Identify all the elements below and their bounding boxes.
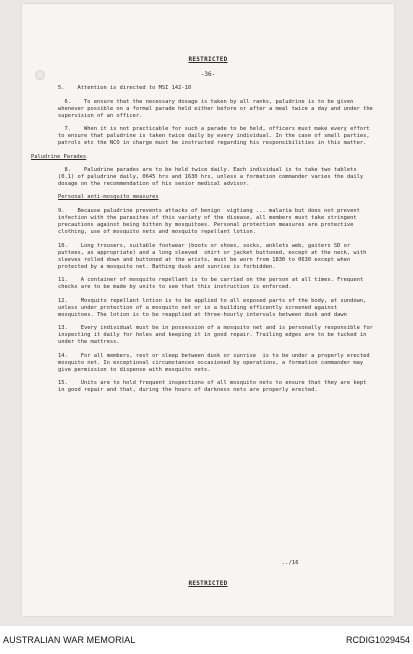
paragraph-9: 9. Because paludrine prevents attacks of benign vigtiang ... malaria but does not prevent infection with the parasites of this variety of the disease, all members must take stringent precautions against being bitten by mosquitoes. Personal protection measures are protective clothing, use of mosquito nets and mosquito repellant lotion. xyxy=(58,208,364,236)
paragraph-11: 11. A container of mosquito repellant is to be carried on the person at all times. Frequent checks are to be made by units to see that this instruction is enforced. xyxy=(58,277,367,291)
continuation-marker: ../16 xyxy=(282,560,299,566)
page-number: -36- xyxy=(200,71,216,78)
document-body xyxy=(31,85,377,400)
paragraph-7: 7. When it is not practicable for such a parade to be held, officers must make every effort to ensure that paludrine is taken twice daily by every individual. In the case of small parties, patrols etc the NCO in charge must be instructed regarding his responsibilities in this matter. xyxy=(58,126,373,147)
paragraph-5: 5. Attention is directed to MSI 142-10 xyxy=(58,85,192,91)
heading-paludrine-parades: Paludrine Parades xyxy=(31,153,87,160)
paragraph-13: 13. Every individual must be in possession of a mosquito net and is personally responsible for inspecting it daily for holes and keeping it in good repair. Trailing edges are to be tucked in under the mattress. xyxy=(58,325,377,346)
record-id: RCDIG1029454 xyxy=(345,635,410,645)
paragraph-8: 8. Paludrine parades are to be held twice daily. Each individual is to take two tablets (0.1) of paludrine daily, 0645 hrs and 1630 hrs, unless a formation commander varies the daily dosage on the recommendation of his senior medical advisor. xyxy=(58,166,367,187)
classification-footer: RESTRICTED xyxy=(188,580,228,587)
paragraph-15: 15. Units are to hold frequent inspections of all mosquito nets to ensure that they are kept in good repair and that, during the hours of darkness nets are properly erected. xyxy=(58,380,370,394)
paragraph-6: 6. To ensure that the necessary dosage is taken by all ranks, paludrine is to be given whenever possible on a formal parade held either before or after a meal twice a day and under the supervision of an officer. xyxy=(58,98,377,119)
classification-header: RESTRICTED xyxy=(188,56,228,63)
document-page xyxy=(22,4,394,616)
paragraph-14: 14. For all members, rest or sleep between dusk or sunrise is to be under a properly erected mosquito net. In exceptional circumstances occasioned by operations, a formation commander may give permission to dispense with mosquito nets. xyxy=(58,352,373,373)
archive-name: AUSTRALIAN WAR MEMORIAL xyxy=(3,635,136,645)
paragraph-10: 10. Long trousers, suitable footwear (boots or shoes, socks, anklets web, gaiters SD or puttees, as appropriate) and a long sleeved shirt or jacket buttoned, except at the neck, with sleeves rolled down and buttoned at the wrists, must be worn from 1830 to 0630 except when protected by a mosquito net. Bathing dusk and sunrise is forbidden. xyxy=(58,242,370,271)
archive-footer xyxy=(0,626,413,654)
heading-anti-mosquito-measures: Personal anti-mosquito measures xyxy=(58,194,159,201)
paragraph-12: 12. Mosquito repellant lotion is to be applied to all exposed parts of the body, at sundown, unless under protection of a mosquito net or in a building efficently screened against mosquitoes. The lotion is to be reapplied at three-hourly intervals between dusk and dawn xyxy=(58,297,370,318)
